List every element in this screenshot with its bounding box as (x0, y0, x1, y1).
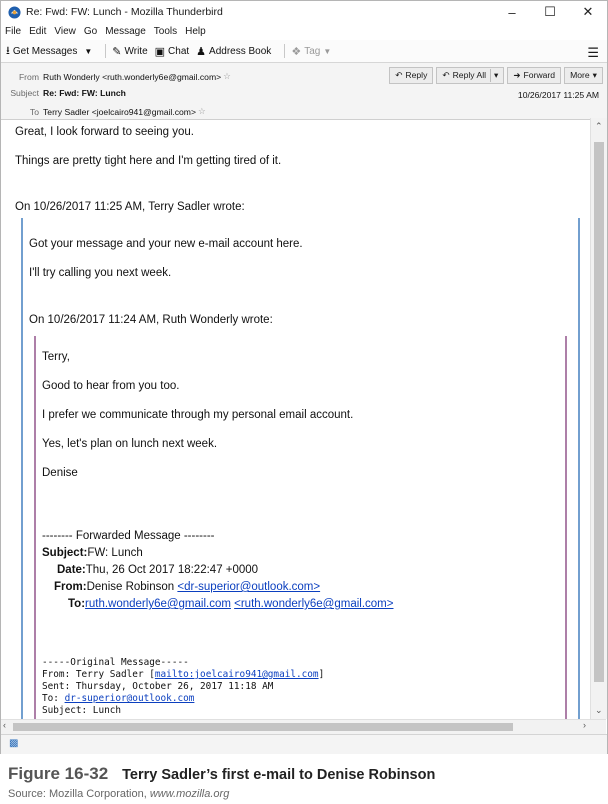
status-bar (1, 734, 607, 754)
body-line: Things are pretty tight here and I'm getting tired of it. (15, 155, 282, 167)
fwd-to-email-link[interactable]: ruth.wonderly6e@gmail.com (85, 598, 231, 610)
reply-arrow-icon: ↶ (395, 70, 403, 80)
body-line: Great, I look forward to seeing you. (15, 126, 194, 138)
orig-to-prefix: To: (42, 693, 65, 704)
toolbar-divider (105, 44, 106, 58)
horizontal-scrollbar[interactable] (1, 719, 606, 734)
more-label: More (570, 70, 590, 80)
scroll-down-icon[interactable]: ⌄ (595, 705, 603, 715)
source-url: www.mozilla.org (149, 788, 230, 800)
star-icon[interactable]: ☆ (223, 71, 231, 81)
orig-from-prefix: From: Terry Sadler [ (42, 669, 155, 680)
original-message-separator: -----Original Message----- (42, 657, 189, 668)
quote-line: I'll try calling you next week. (29, 267, 172, 279)
address-book-label: Address Book (209, 45, 272, 57)
orig-from-row (42, 669, 324, 680)
fwd-from-name: Denise Robinson (86, 581, 175, 593)
forward-button[interactable] (507, 67, 561, 84)
fwd-from-row (54, 581, 320, 593)
quote-attribution: On 10/26/2017 11:24 AM, Ruth Wonderly wrote: (29, 314, 273, 326)
quote-line: Good to hear from you too. (42, 380, 180, 392)
menu-edit[interactable]: Edit (29, 26, 47, 37)
reply-all-label: Reply All (452, 70, 487, 80)
tag-label: Tag (304, 45, 321, 57)
reply-all-button[interactable] (436, 67, 504, 84)
horizontal-scroll-thumb[interactable] (13, 723, 513, 731)
get-messages-label: Get Messages (12, 45, 78, 57)
fwd-to-label: To: (68, 598, 86, 610)
star-icon[interactable]: ☆ (197, 106, 206, 116)
subject-row (1, 88, 126, 98)
message-date: 10/26/2017 11:25 AM (517, 90, 599, 100)
maximize-icon[interactable]: ☐ (544, 4, 556, 19)
scroll-left-icon[interactable]: ‹ (3, 720, 6, 730)
window-title: Re: Fwd: FW: Lunch - Mozilla Thunderbird (26, 6, 223, 18)
forward-arrow-icon: ➜ (513, 70, 521, 80)
subject-label: Subject (10, 88, 39, 98)
tag-dropdown-icon: ▼ (323, 46, 332, 56)
fwd-date-label: Date: (57, 564, 86, 576)
fwd-to-email-link[interactable]: <ruth.wonderly6e@gmail.com> (234, 598, 394, 610)
from-row (1, 71, 231, 82)
tag-button[interactable] (291, 45, 331, 58)
menu-message[interactable]: Message (105, 26, 146, 37)
fwd-date-value: Thu, 26 Oct 2017 18:22:47 +0000 (85, 564, 259, 576)
reply-button[interactable] (389, 67, 433, 84)
reply-all-arrow-icon: ↶ (442, 70, 450, 80)
write-label: Write (124, 45, 148, 57)
fwd-date-row (57, 564, 258, 576)
thunderbird-icon (8, 6, 21, 19)
person-icon: ♟ (196, 45, 207, 58)
to-label: To (29, 106, 39, 117)
to-value[interactable]: Terry Sadler <joelcairo941@gmail.com> (43, 106, 196, 117)
from-label: From (18, 71, 39, 82)
get-messages-button[interactable] (6, 42, 77, 61)
menu-go[interactable]: Go (83, 26, 98, 37)
fwd-from-label: From: (54, 581, 87, 593)
orig-subject-row: Subject: Lunch (42, 705, 122, 716)
chat-bubble-icon: ▣ (154, 45, 166, 58)
from-value[interactable]: Ruth Wonderly <ruth.wonderly6e@gmail.com> (43, 71, 222, 82)
quote-line: Terry, (42, 351, 70, 363)
close-icon[interactable]: ✕ (582, 4, 594, 19)
menu-help[interactable]: Help (185, 26, 206, 37)
menu-bar (1, 23, 607, 40)
chevron-down-icon: ▾ (592, 70, 597, 80)
chevron-down-icon[interactable]: ▾ (490, 69, 498, 82)
title-bar (1, 1, 607, 23)
menu-file[interactable]: File (5, 26, 22, 37)
orig-to-row (42, 693, 194, 704)
main-toolbar (1, 40, 607, 63)
fwd-to-row (68, 598, 393, 610)
fwd-subject-row (42, 547, 143, 559)
message-header (1, 63, 607, 120)
message-actions (386, 67, 603, 84)
vertical-scrollbar[interactable] (590, 118, 607, 719)
toolbar-divider (284, 44, 285, 58)
figure-source (8, 788, 229, 800)
figure-caption-text: Terry Sadler’s first e-mail to Denise Robinson (122, 767, 436, 783)
orig-from-mailto-link[interactable]: mailto:joelcairo941@gmail.com (154, 669, 319, 680)
quote-line: Yes, let's plan on lunch next week. (42, 438, 218, 450)
pencil-icon: ✎ (112, 45, 122, 58)
fwd-subject-label: Subject: (42, 547, 88, 559)
orig-sent-row: Sent: Thursday, October 26, 2017 11:18 AM (42, 681, 274, 692)
tag-icon: ❖ (291, 45, 302, 58)
more-button[interactable] (564, 67, 603, 84)
address-book-button[interactable] (196, 45, 271, 58)
online-status-icon[interactable]: ▩ (9, 738, 19, 749)
message-body (1, 118, 590, 719)
vertical-scroll-thumb[interactable] (594, 142, 604, 682)
scroll-right-icon[interactable]: › (583, 720, 586, 730)
source-prefix: Source: Mozilla Corporation, (8, 788, 150, 800)
figure-caption (8, 764, 435, 784)
to-row (1, 106, 206, 117)
orig-to-email-link[interactable]: dr-superior@outlook.com (64, 693, 195, 704)
menu-tools[interactable]: Tools (153, 26, 178, 37)
chat-label: Chat (168, 45, 190, 57)
download-icon: ⭳ (6, 44, 10, 57)
forward-separator: -------- Forwarded Message -------- (42, 530, 215, 542)
hamburger-menu-icon[interactable]: ☰ (587, 45, 599, 60)
figure-number: Figure 16-32 (8, 764, 109, 783)
reply-label: Reply (405, 70, 428, 80)
quote-line: Got your message and your new e-mail account here. (29, 238, 303, 250)
quote-line: I prefer we communicate through my personal email account. (42, 409, 354, 421)
fwd-subject-value: FW: Lunch (87, 547, 143, 559)
write-button[interactable] (112, 45, 147, 58)
orig-from-suffix: ] (318, 669, 325, 680)
subject-value: Re: Fwd: FW: Lunch (43, 88, 126, 98)
forward-label: Forward (523, 70, 556, 80)
get-messages-dropdown-icon[interactable]: ▼ (84, 46, 93, 56)
minimize-icon[interactable]: – (508, 4, 516, 20)
fwd-from-email-link[interactable]: <dr-superior@outlook.com> (177, 581, 321, 593)
quote-line: Denise (42, 467, 78, 479)
quote-attribution: On 10/26/2017 11:25 AM, Terry Sadler wrote: (15, 201, 245, 213)
menu-view[interactable]: View (54, 26, 76, 37)
scroll-up-icon[interactable]: ⌃ (595, 121, 603, 131)
chat-button[interactable] (155, 45, 190, 58)
